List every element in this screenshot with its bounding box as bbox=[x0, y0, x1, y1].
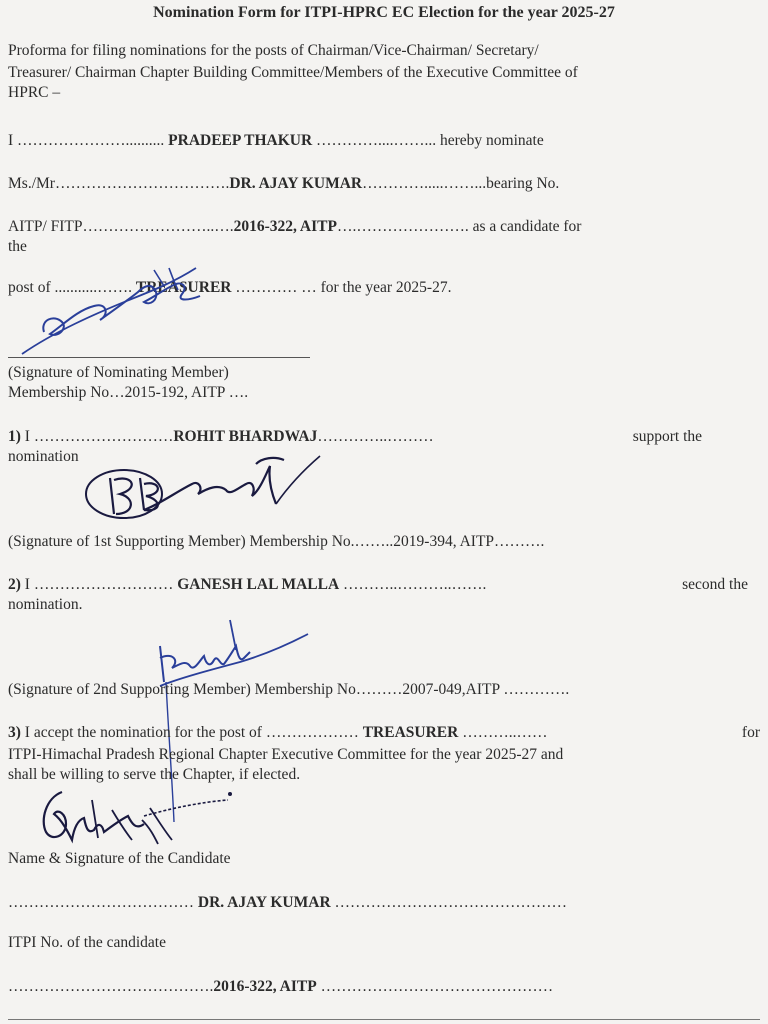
nominator-signature-line bbox=[8, 357, 310, 358]
intro-line-3: HPRC – bbox=[8, 84, 61, 101]
candidate-itpi-no: 2016-322, AITP bbox=[213, 978, 317, 995]
nominator-membership: Membership No…2015-192, AITP …. bbox=[8, 384, 249, 401]
support1-name: ROHIT BHARDWAJ bbox=[173, 428, 318, 445]
support2-name: GANESH LAL MALLA bbox=[177, 576, 340, 593]
candidate-aitp-no: 2016-322, AITP bbox=[233, 218, 337, 235]
itpi-label: ITPI No. of the candidate bbox=[8, 934, 166, 951]
bottom-rule bbox=[8, 1019, 760, 1020]
nominator-name: PRADEEP THAKUR bbox=[168, 132, 313, 149]
aitp-line-cont: the bbox=[8, 238, 27, 255]
aitp-line: AITP/ FITP……………………..….2016-322, AITP….…………………. as a candidate for bbox=[8, 218, 582, 235]
candidate-name-line: ……………………………… DR. AJAY KUMAR ……………………………………… bbox=[8, 894, 568, 911]
candidate-name-final: DR. AJAY KUMAR bbox=[197, 894, 331, 911]
form-title: Nomination Form for ITPI-HPRC EC Election for the year 2025-27 bbox=[153, 4, 615, 21]
support2-line-cont: nomination. bbox=[8, 596, 83, 613]
support1-signature-caption: (Signature of 1st Supporting Member) Membership No.……..2019-394, AITP………. bbox=[8, 533, 545, 550]
support1-line: 1) I ………………………ROHIT BHARDWAJ…………..……… support the bbox=[8, 428, 702, 445]
accept-line-3: shall be willing to serve the Chapter, if elected. bbox=[8, 766, 301, 783]
candidate-name: DR. AJAY KUMAR bbox=[229, 175, 363, 192]
nominator-signature-caption: (Signature of Nominating Member) bbox=[8, 364, 229, 381]
post-line: post of ...........……. TREASURER ………… … for the year 2025-27. bbox=[8, 279, 452, 296]
nominator-line: I ………………….......... PRADEEP THAKUR …………....……... hereby nominate bbox=[8, 132, 544, 149]
accept-line-1: 3) I accept the nomination for the post of ……………… TREASURER ………..…… for bbox=[8, 724, 760, 741]
support2-signature-caption: (Signature of 2nd Supporting Member) Membership No………2007-049,AITP …………. bbox=[8, 681, 570, 698]
support1-line-cont: nomination bbox=[8, 448, 79, 465]
post-name: TREASURER bbox=[135, 279, 232, 296]
support1-signature bbox=[80, 444, 330, 534]
accept-line-2: ITPI-Himachal Pradesh Regional Chapter Executive Committee for the year 2025-27 and bbox=[8, 746, 564, 763]
candidate-line: Ms./Mr…………………………….DR. AJAY KUMAR………….....……...bearing No. bbox=[8, 175, 560, 192]
candidate-signature-caption: Name & Signature of the Candidate bbox=[8, 850, 231, 867]
accept-post: TREASURER bbox=[362, 724, 459, 741]
itpi-number-line: ………………………………….2016-322, AITP ……………………………………… bbox=[8, 978, 554, 995]
nominator-signature bbox=[14, 262, 214, 362]
intro-line-1: Proforma for filing nominations for the posts of Chairman/Vice-Chairman/ Secretary/ bbox=[8, 42, 539, 59]
support2-line: 2) I ……………………… GANESH LAL MALLA ………..………..……. second the bbox=[8, 576, 748, 593]
intro-line-2: Treasurer/ Chairman Chapter Building Committee/Members of the Executive Committee of bbox=[8, 64, 578, 81]
